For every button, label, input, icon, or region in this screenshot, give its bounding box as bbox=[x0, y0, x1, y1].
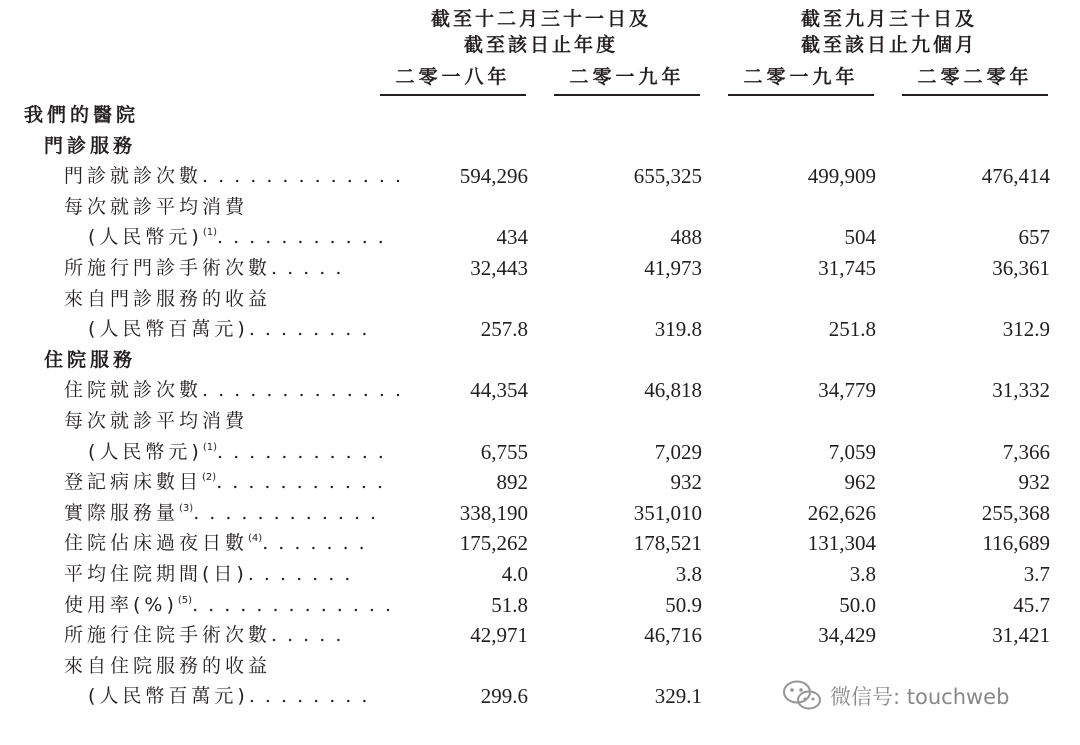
value-2019-fy: 655,325 bbox=[633, 164, 702, 189]
row-label bbox=[88, 437, 386, 467]
row-label bbox=[64, 528, 367, 558]
table-row bbox=[0, 559, 1080, 589]
value-2019-fy: 319.8 bbox=[654, 317, 702, 342]
row-label-text: (人民幣元) bbox=[88, 226, 203, 249]
table-row bbox=[0, 222, 1080, 252]
table-row bbox=[0, 253, 1080, 283]
header-group-sep30-line2: 截至該日止九個月 bbox=[800, 34, 977, 56]
row-label-text: 平均住院期間(日) bbox=[64, 563, 248, 585]
value-2018: 44,354 bbox=[470, 378, 528, 403]
row-label-text: 門診服務 bbox=[44, 134, 137, 157]
row-label bbox=[88, 314, 369, 344]
dot-leader: . . . . . . . . . . . bbox=[216, 471, 386, 494]
footnote-marker: (5) bbox=[177, 594, 193, 606]
row-label bbox=[64, 620, 343, 650]
table-row bbox=[0, 100, 1080, 130]
row-label-text: (人民幣百萬元) bbox=[88, 318, 249, 341]
value-2019-9m: 3.8 bbox=[849, 562, 876, 586]
row-label bbox=[64, 559, 352, 589]
header-group-sep30 bbox=[728, 6, 1050, 58]
row-label-text: 來自門診服務的收益 bbox=[64, 287, 272, 310]
value-2019-9m: 262,626 bbox=[807, 500, 876, 525]
table-row bbox=[0, 314, 1080, 344]
value-2019-9m: 50.0 bbox=[839, 592, 876, 617]
dot-leader: . . . . . bbox=[271, 624, 344, 647]
header-group-dec31-line2: 截至該日止年度 bbox=[463, 34, 618, 56]
row-label bbox=[64, 590, 393, 620]
table-row bbox=[0, 161, 1080, 191]
value-2019-9m: 504 bbox=[844, 225, 876, 250]
value-2020-9m: 31,421 bbox=[992, 623, 1050, 648]
value-2018: 42,971 bbox=[470, 623, 528, 648]
row-label-text: 住院佔床過夜日數 bbox=[64, 532, 249, 555]
footnote-marker: (1) bbox=[202, 441, 217, 453]
row-label bbox=[64, 161, 403, 191]
footnote-marker: (4) bbox=[248, 533, 263, 545]
value-2019-fy: 329.1 bbox=[654, 684, 702, 709]
row-label-text: 我們的醫院 bbox=[24, 104, 140, 126]
row-label-text: 使用率(%) bbox=[64, 593, 178, 616]
value-2018: 175,262 bbox=[459, 531, 528, 556]
value-2018: 6,755 bbox=[480, 439, 528, 464]
table-row bbox=[0, 437, 1080, 467]
value-2018: 434 bbox=[496, 225, 528, 250]
value-2019-fy: 41,973 bbox=[644, 256, 702, 280]
value-2019-fy: 932 bbox=[670, 470, 702, 495]
table-row bbox=[0, 375, 1080, 405]
dot-leader: . . . . . . . . . . . . . bbox=[202, 165, 404, 188]
value-2019-9m: 499,909 bbox=[807, 164, 876, 189]
table-row bbox=[0, 192, 1080, 222]
wechat-logo-icon bbox=[782, 679, 824, 713]
footnote-marker: (1) bbox=[202, 227, 217, 239]
value-2019-9m: 7,059 bbox=[828, 439, 876, 464]
table-row bbox=[0, 131, 1080, 161]
table-row bbox=[0, 345, 1080, 375]
header-group-dec31-line1: 截至十二月三十一日及 bbox=[430, 8, 651, 30]
row-label-text: 所施行門診手術次數 bbox=[64, 257, 272, 279]
watermark-text: 微信号: touchweb bbox=[830, 685, 1010, 709]
row-label-text: 每次就診平均消費 bbox=[64, 410, 249, 432]
value-2020-9m: 255,368 bbox=[981, 500, 1050, 525]
section-heading bbox=[44, 131, 136, 161]
value-2018: 299.6 bbox=[480, 684, 528, 709]
value-2020-9m: 312.9 bbox=[1002, 317, 1050, 342]
value-2018: 594,296 bbox=[459, 164, 528, 189]
row-label bbox=[88, 681, 369, 711]
section-heading bbox=[24, 100, 139, 130]
dot-leader: . . . . . . . . . . . . bbox=[193, 501, 379, 524]
value-2019-fy: 3.8 bbox=[675, 562, 702, 586]
value-2019-9m: 34,779 bbox=[818, 378, 876, 403]
row-label bbox=[88, 222, 386, 252]
footnote-marker: (3) bbox=[179, 502, 194, 514]
value-2020-9m: 7,366 bbox=[1002, 439, 1050, 464]
row-label-text: 來自住院服務的收益 bbox=[64, 654, 272, 677]
header-group-sep30-line1: 截至九月三十日及 bbox=[800, 8, 977, 30]
value-2019-fy: 7,029 bbox=[654, 439, 702, 464]
value-2020-9m: 31,332 bbox=[992, 378, 1050, 403]
value-2020-9m: 36,361 bbox=[992, 256, 1050, 280]
table-row bbox=[0, 620, 1080, 650]
row-label bbox=[64, 406, 248, 436]
year-header-2020-9m: 二零二零年 bbox=[902, 64, 1048, 96]
dot-leader: . . . . . . . . . . . bbox=[217, 226, 386, 249]
value-2018: 51.8 bbox=[491, 592, 528, 617]
row-label-text: 實際服務量 bbox=[64, 501, 180, 524]
table-row bbox=[0, 590, 1080, 620]
value-2018: 32,443 bbox=[470, 256, 528, 280]
dot-leader: . . . . . bbox=[271, 257, 344, 279]
row-label-text: (人民幣元) bbox=[88, 440, 203, 463]
value-2020-9m: 932 bbox=[1018, 470, 1050, 495]
value-2019-fy: 50.9 bbox=[665, 592, 702, 617]
dot-leader: . . . . . . . . bbox=[248, 685, 370, 708]
dot-leader: . . . . . . . . bbox=[248, 318, 370, 341]
row-label bbox=[64, 192, 248, 222]
row-label-text: 門診就診次數 bbox=[64, 165, 203, 188]
value-2019-fy: 46,818 bbox=[644, 378, 702, 403]
value-2018: 338,190 bbox=[459, 500, 528, 525]
row-label-text: 登記病床數目 bbox=[64, 471, 203, 494]
value-2019-9m: 31,745 bbox=[818, 256, 876, 280]
row-label bbox=[64, 253, 343, 283]
section-heading bbox=[44, 345, 136, 375]
year-header-2019-fy: 二零一九年 bbox=[554, 64, 700, 96]
row-label bbox=[64, 498, 378, 528]
value-2018: 892 bbox=[496, 470, 528, 495]
row-label-text: 所施行住院手術次數 bbox=[64, 624, 272, 647]
table-row bbox=[0, 498, 1080, 528]
row-label-text: 住院就診次數 bbox=[64, 379, 203, 402]
value-2019-fy: 351,010 bbox=[633, 500, 702, 525]
value-2020-9m: 657 bbox=[1018, 225, 1050, 250]
dot-leader: . . . . . . . bbox=[247, 563, 353, 585]
table-row bbox=[0, 467, 1080, 497]
value-2018: 4.0 bbox=[501, 562, 528, 586]
table-row bbox=[0, 528, 1080, 558]
value-2020-9m: 476,414 bbox=[981, 164, 1050, 189]
row-label bbox=[64, 467, 385, 497]
dot-leader: . . . . . . . . . . . . . bbox=[202, 379, 404, 402]
table-row bbox=[0, 284, 1080, 314]
row-label bbox=[64, 284, 271, 314]
value-2019-9m: 34,429 bbox=[818, 623, 876, 648]
value-2020-9m: 3.7 bbox=[1023, 562, 1050, 586]
value-2020-9m: 116,689 bbox=[982, 531, 1050, 556]
value-2018: 257.8 bbox=[480, 317, 528, 342]
header-group-dec31 bbox=[380, 6, 702, 58]
dot-leader: . . . . . . . . . . . bbox=[217, 440, 386, 463]
value-2019-9m: 131,304 bbox=[807, 531, 876, 556]
row-label-text: 每次就診平均消費 bbox=[64, 195, 249, 218]
footnote-marker: (2) bbox=[202, 472, 217, 484]
row-label-text: 住院服務 bbox=[44, 348, 137, 371]
value-2019-fy: 178,521 bbox=[633, 531, 702, 556]
year-header-2019-9m: 二零一九年 bbox=[728, 64, 874, 96]
value-2019-fy: 46,716 bbox=[644, 623, 702, 648]
dot-leader: . . . . . . . bbox=[262, 532, 367, 555]
year-header-2018: 二零一八年 bbox=[380, 64, 526, 96]
dot-leader: . . . . . . . . . . . . . bbox=[192, 593, 394, 616]
row-label bbox=[64, 375, 403, 405]
row-label bbox=[64, 651, 271, 681]
table-row bbox=[0, 406, 1080, 436]
value-2020-9m: 45.7 bbox=[1013, 592, 1050, 617]
value-2019-9m: 962 bbox=[844, 470, 876, 495]
value-2019-fy: 488 bbox=[670, 225, 702, 250]
watermark bbox=[782, 676, 1009, 716]
row-label-text: (人民幣百萬元) bbox=[88, 685, 249, 708]
value-2019-9m: 251.8 bbox=[828, 317, 876, 342]
